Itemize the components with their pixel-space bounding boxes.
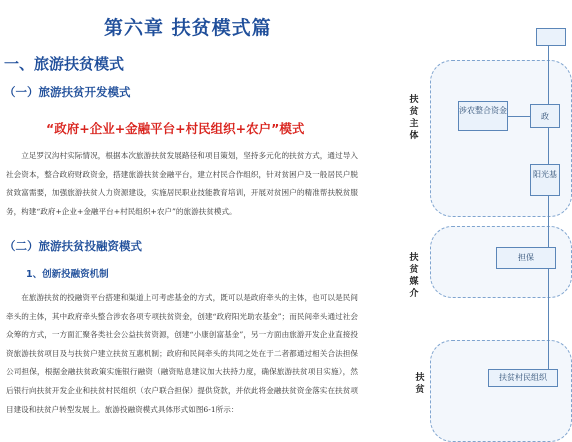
zone-object (430, 340, 572, 442)
chapter-title: 第六章 扶贫模式篇 (104, 17, 272, 39)
subsection-heading-2: （二）旅游扶贫投融资模式 (4, 239, 142, 253)
top-box-stub (536, 28, 566, 46)
connector-line (548, 46, 549, 104)
section-heading: 一、旅游扶贫模式 (4, 55, 125, 73)
connector-line (548, 269, 549, 369)
funding-flow-diagram (400, 0, 557, 424)
connector-line (508, 116, 530, 117)
zone-label-subject: 扶贫主体 (409, 95, 419, 141)
zone-label-object: 扶贫 (415, 373, 425, 395)
subsection-heading-1: （一）旅游扶贫开发模式 (4, 85, 131, 99)
box-village-organization: 扶贫村民组织 (488, 369, 558, 387)
connector-line (548, 128, 549, 164)
paragraph-2: 在旅游扶贫的投融资平台搭建和渠道上可考虑基金的方式，既可以是政府牵头的主体，也可以是民间牵头的主体，其中政府牵头整合涉农各项专项扶贫资金，创建“政府阳光助农基金”；而民间牵头通过社会众筹的方式，一方面汇聚各类社会公益扶贫资源，创建“小康创富基金”，另一方面由旅游开发企业直接投资旅游扶贫项目及与扶贫户建立扶贫互惠机制；政府和民间牵头的共同之处在于二者都通过相关合法担保公司担保，根据金融扶贫政策实施银行融资（融资贴息建议加大扶持力度，确保旅游扶贫项目实施），然后银行向扶贫开发企业和扶贫村民组织（农户联合担保）提供贷款，并依此将金融扶贫资金落实在扶贫项目建设和扶贫户转型发展上。旅游投融资模式具体形式如图6-1所示： (6, 293, 358, 414)
zone-label-medium: 扶贫媒介 (409, 253, 419, 299)
box-guarantee: 担保 (496, 247, 556, 269)
connector-line (548, 196, 549, 247)
paragraph-1: 立足罗汉沟村实际情况，根据本次旅游扶贫发展路径和项目策划，坚持多元化的扶贫方式，通过导入社会资本，整合政府财政资金，搭建旅游扶贫金融平台，建立村民合作组织，针对贫困户及一般居民户脱贫致富需要，加强旅游扶贫人力资源建设，实施居民职业技能教育培训，开展对贫困户的精准帮扶脱贫服务，构建“政府+企业+金融平台+村民组织+农户”的旅游扶贫模式。 (6, 151, 358, 216)
box-integrated-funds: 涉农整合资金 (458, 101, 508, 131)
box-sunshine-fund: 阳光基 (530, 164, 560, 196)
box-government: 政 (530, 104, 560, 128)
subsubsection-heading: 1、创新投融资机制 (26, 269, 109, 280)
model-title: “政府+企业+金融平台+村民组织+农户”模式 (46, 121, 305, 136)
